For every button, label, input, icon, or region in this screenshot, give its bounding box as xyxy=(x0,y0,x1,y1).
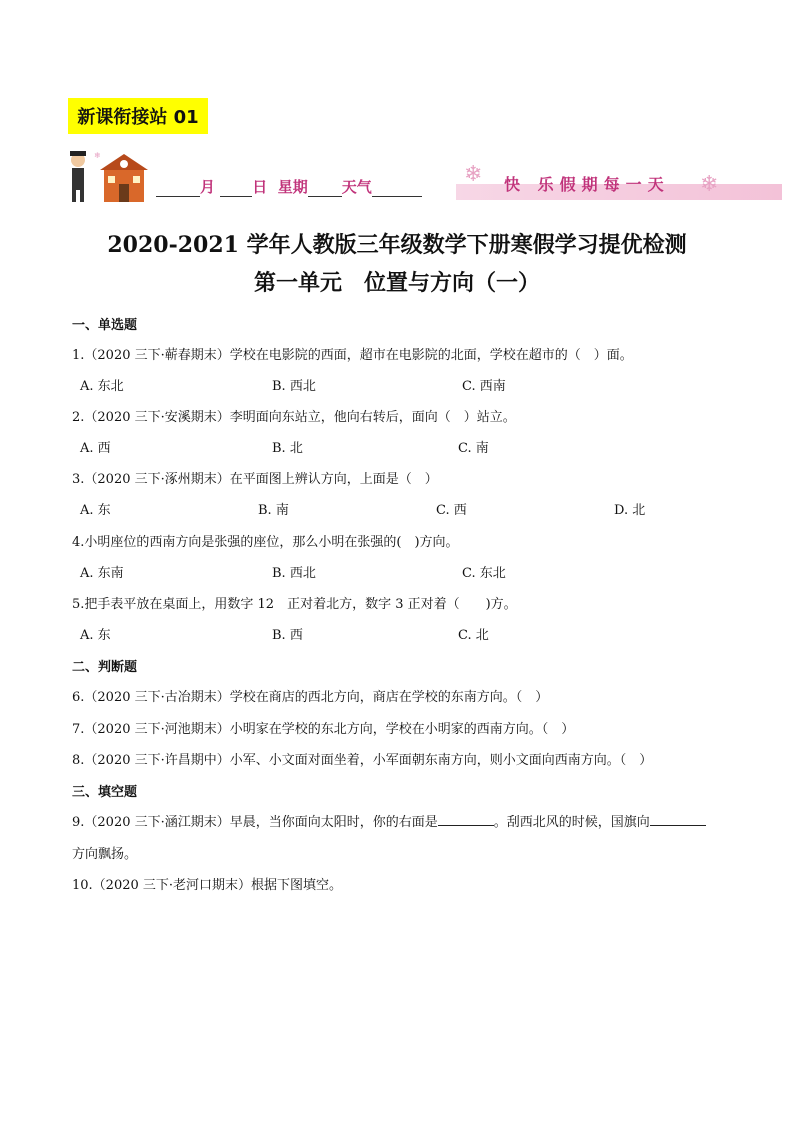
day-label: 日 xyxy=(252,178,268,196)
answer-blank[interactable] xyxy=(438,813,494,826)
question-4: 4.小明座位的西南方向是张强的座位，那么小明在张强的( )方向。 xyxy=(72,535,459,550)
question-2: 2.（2020 三下·安溪期末）李明面向东站立，他向右转后，面向（ ）站立。 xyxy=(72,410,516,425)
section-heading-true-false: 二、判断题 xyxy=(72,660,138,675)
weekday-blank xyxy=(308,196,342,197)
weather-blank xyxy=(372,196,422,197)
q1-option-b: B. 西北 xyxy=(272,379,316,394)
q1-option-c: C. 西南 xyxy=(462,379,506,394)
q2-option-b: B. 北 xyxy=(272,441,303,456)
page-title: 2020-2021 学年人教版三年级数学下册寒假学习提优检测 xyxy=(107,232,687,258)
question-10: 10.（2020 三下·老河口期末）根据下图填空。 xyxy=(72,878,343,893)
question-8: 8.（2020 三下·许昌期中）小军、小文面对面坐着，小军面朝东南方向，则小文面向西南方向。（ ） xyxy=(72,753,653,768)
q3-option-b: B. 南 xyxy=(258,503,289,518)
section-heading-single-choice: 一、单选题 xyxy=(72,318,138,333)
date-fill-line xyxy=(156,176,422,197)
q5-option-c: C. 北 xyxy=(458,628,489,643)
month-label: 月 xyxy=(200,178,216,196)
q9-text-part2: 。刮西北风的时候，国旗向 xyxy=(493,815,650,830)
date-header xyxy=(64,148,784,204)
q3-option-a: A. 东 xyxy=(80,503,111,518)
mascot-school-icon xyxy=(64,148,150,204)
snowflake-icon: ❄ xyxy=(700,172,719,197)
q5-option-a: A. 东 xyxy=(80,628,111,643)
q4-option-c: C. 东北 xyxy=(462,566,506,581)
unit-badge: 新课衔接站 01 xyxy=(68,98,208,134)
svg-text:❄: ❄ xyxy=(94,151,101,160)
q5-option-b: B. 西 xyxy=(272,628,303,643)
question-7: 7.（2020 三下·河池期末）小明家在学校的东北方向，学校在小明家的西南方向。（ ） xyxy=(72,722,575,737)
question-3: 3.（2020 三下·涿州期末）在平面图上辨认方向，上面是（ ） xyxy=(72,472,438,487)
day-blank xyxy=(220,196,252,197)
question-5: 5.把手表平放在桌面上，用数字 12 正对着北方，数字 3 正对着（ )方。 xyxy=(72,597,517,612)
q2-option-a: A. 西 xyxy=(80,441,111,456)
weekday-label: 星期 xyxy=(277,178,308,196)
happy-slogan: 快 乐假期每一天 xyxy=(504,175,670,194)
answer-blank[interactable] xyxy=(650,813,706,826)
q3-option-c: C. 西 xyxy=(436,503,467,518)
month-blank xyxy=(156,196,200,197)
page-subtitle: 第一单元 位置与方向（一） xyxy=(253,270,540,296)
q9-text-part1: 9.（2020 三下·涵江期末）早晨，当你面向太阳时，你的右面是 xyxy=(72,815,438,830)
q4-option-a: A. 东南 xyxy=(80,566,124,581)
weather-label: 天气 xyxy=(341,178,372,196)
question-6: 6.（2020 三下·古冶期末）学校在商店的西北方向，商店在学校的东南方向。（ ） xyxy=(72,690,549,705)
q3-option-d: D. 北 xyxy=(614,503,646,518)
question-9 xyxy=(72,811,706,830)
section-heading-fill-in: 三、填空题 xyxy=(72,785,138,800)
snowflake-icon: ❄ xyxy=(464,162,483,187)
q4-option-b: B. 西北 xyxy=(272,566,316,581)
q2-option-c: C. 南 xyxy=(458,441,489,456)
question-9-continued: 方向飘扬。 xyxy=(72,847,138,862)
question-1: 1.（2020 三下·蕲春期末）学校在电影院的西面，超市在电影院的北面，学校在超市的（ ）面。 xyxy=(72,348,633,363)
q1-option-a: A. 东北 xyxy=(80,379,124,394)
